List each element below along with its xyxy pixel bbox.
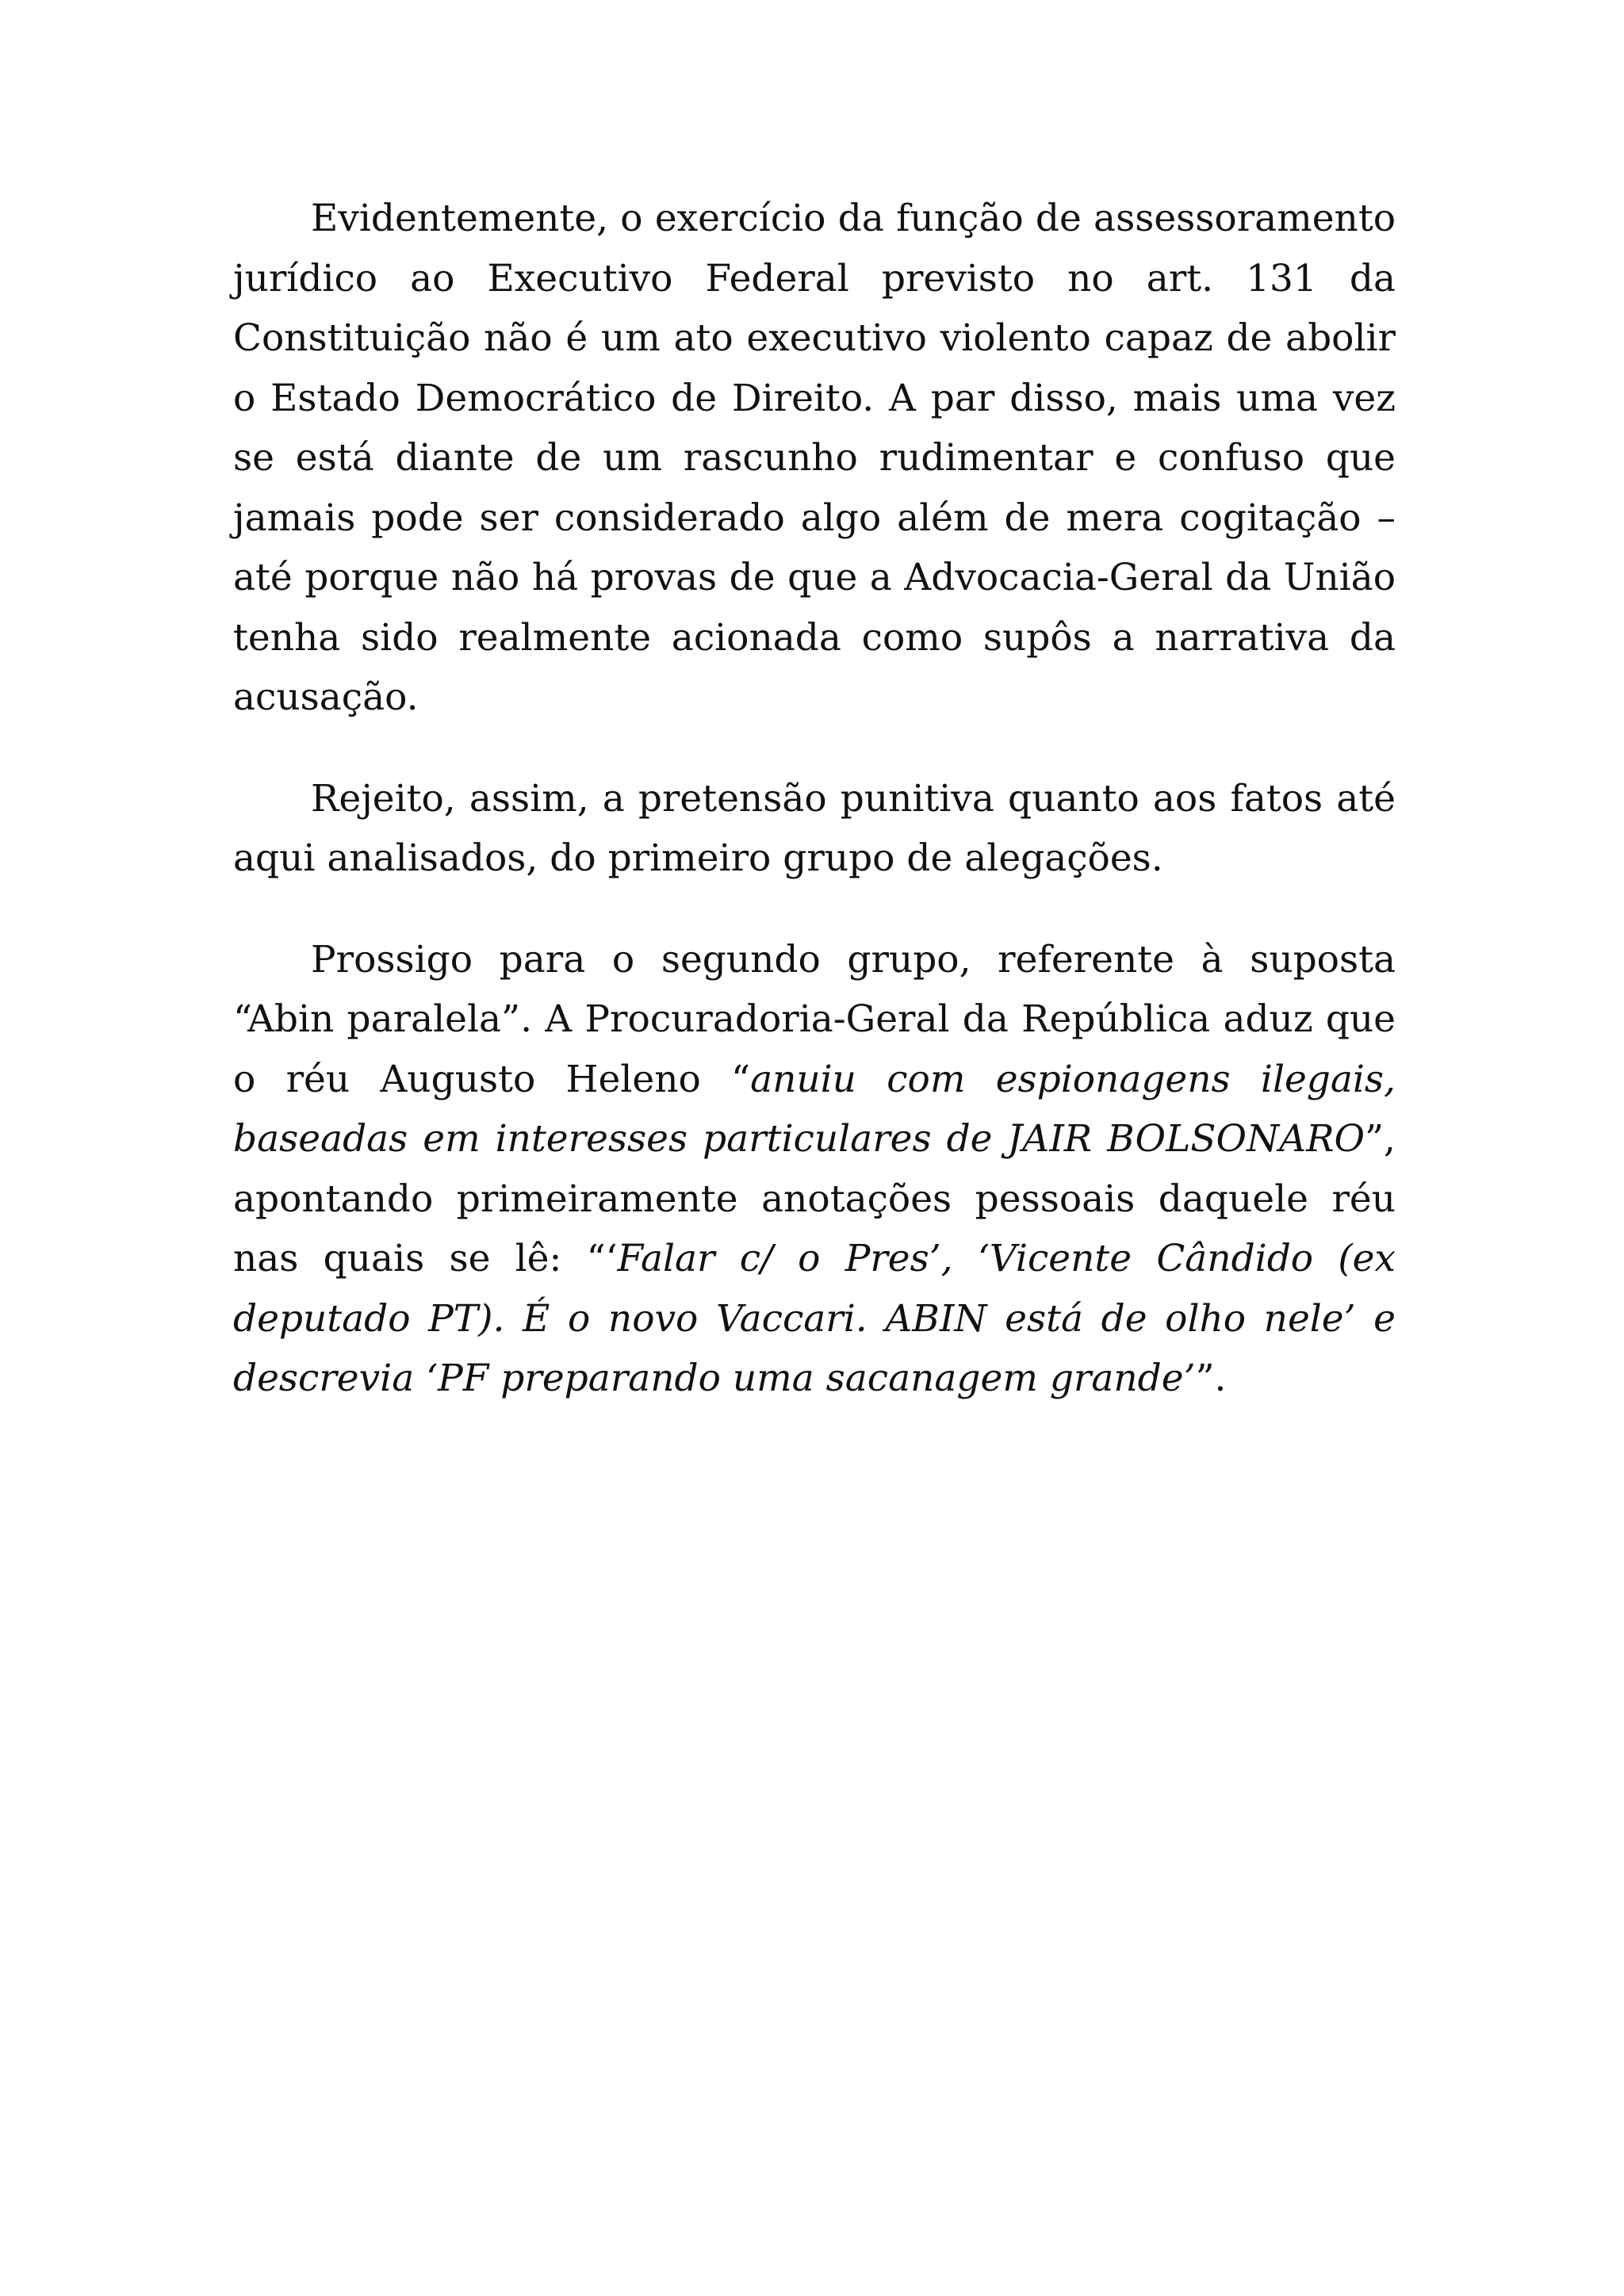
document-body (233, 189, 1396, 1409)
paragraph-1: Evidentemente, o exercício da função de assessoramento jurídico ao Executivo Federal previsto no art. 131 da Constituição não é um ato executivo violento capaz de abolir o Estado Democrático de Direito. A par disso, mais uma vez se está diante de um rascunho rudimentar e confuso que jamais pode ser considerado algo além de mera cogitação – até porque não há provas de que a Advocacia-Geral da União tenha sido realmente acionada como supôs a narrativa da acusação. (233, 197, 1396, 719)
quote-notes: Falar c/ o Pres’, ‘Vicente Cândido (ex deputado PT). É o novo Vaccari. ABIN está de olho nele’ e descrevia ‘PF preparando uma sacanagem grande’ (233, 1237, 1396, 1400)
paragraph-3-text-2: ”, apontando primeiramente anotações pessoais daquele réu nas quais se lê: “‘ (233, 1117, 1396, 1280)
quote-accusation: anuiu com espionagens ilegais, baseadas em interesses particulares de JAIR BOLSONARO (233, 1057, 1396, 1161)
paragraph-3-text-1: Prossigo para o segundo grupo, referente à suposta “Abin paralela”. A Procuradoria-Geral da República aduz que o réu Augusto Heleno “ (233, 937, 1396, 1101)
paragraph-3-text-3: ”. (1195, 1357, 1227, 1400)
paragraph-2: Rejeito, assim, a pretensão punitiva quanto aos fatos até aqui analisados, do primeiro grupo de alegações. (233, 776, 1396, 880)
paragraph-3 (233, 930, 1396, 1409)
